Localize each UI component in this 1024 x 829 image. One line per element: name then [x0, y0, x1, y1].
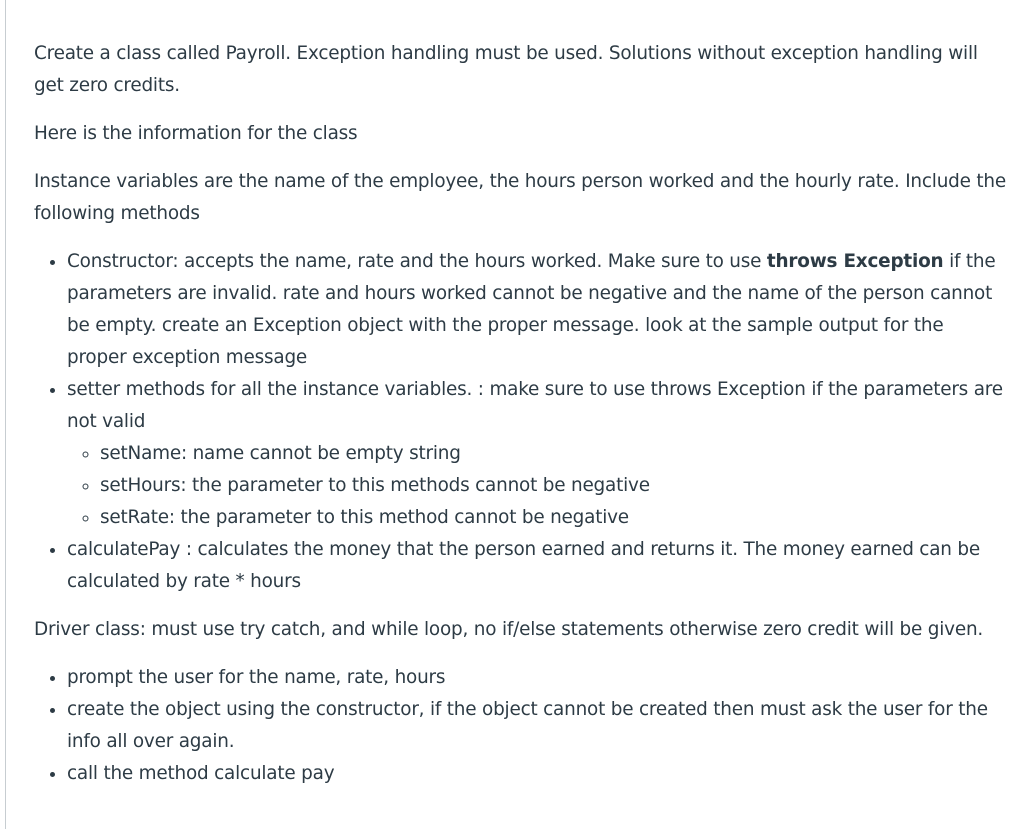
constructor-item [67, 246, 1006, 374]
constructor-text-a: Constructor: accepts the name, rate and the hours worked. Make sure to use [67, 251, 767, 272]
setter-sublist [67, 438, 1006, 534]
driver-class-paragraph: Driver class: must use try catch, and while loop, no if/else statements otherwise zero credit will be given. [34, 619, 984, 640]
constructor-text-b: if the parameters are invalid. rate and hours worked cannot be negative and the name of the person cannot be empty. create an Exception object with the proper message. look at the sample output for the proper exception message [67, 251, 996, 368]
sethours-item: ◦ setHours: the parameter to this methods cannot be negative [100, 470, 1006, 502]
assignment-description [34, 38, 1006, 806]
setter-methods-item [67, 374, 1006, 534]
driver-item-calculate: • call the method calculate pay [67, 758, 1006, 790]
methods-list [34, 246, 1006, 598]
class-info-heading: Here is the information for the class [34, 123, 358, 144]
setter-methods-text: setter methods for all the instance variables. : make sure to use throws Exception if the parameters are not valid [67, 379, 1003, 432]
calculate-pay-item: • calculatePay : calculates the money that the person earned and returns it. The money earned can be calculated by rate * hours [67, 534, 1006, 598]
driver-item-create: • create the object using the constructor, if the object cannot be created then must ask the user for the info all over again. [67, 694, 1006, 758]
setrate-item: ◦ setRate: the parameter to this method cannot be negative [100, 502, 1006, 534]
left-border [5, 0, 6, 829]
driver-item-prompt: • prompt the user for the name, rate, hours [67, 662, 1006, 694]
intro-paragraph: Create a class called Payroll. Exception handling must be used. Solutions without exception handling will get zero credits. [34, 43, 978, 96]
instance-variables-paragraph: Instance variables are the name of the employee, the hours person worked and the hourly rate. Include the following methods [34, 171, 1006, 224]
setname-item: ◦ setName: name cannot be empty string [100, 438, 1006, 470]
driver-list [34, 662, 1006, 790]
throws-exception-bold: throws Exception [766, 251, 944, 272]
